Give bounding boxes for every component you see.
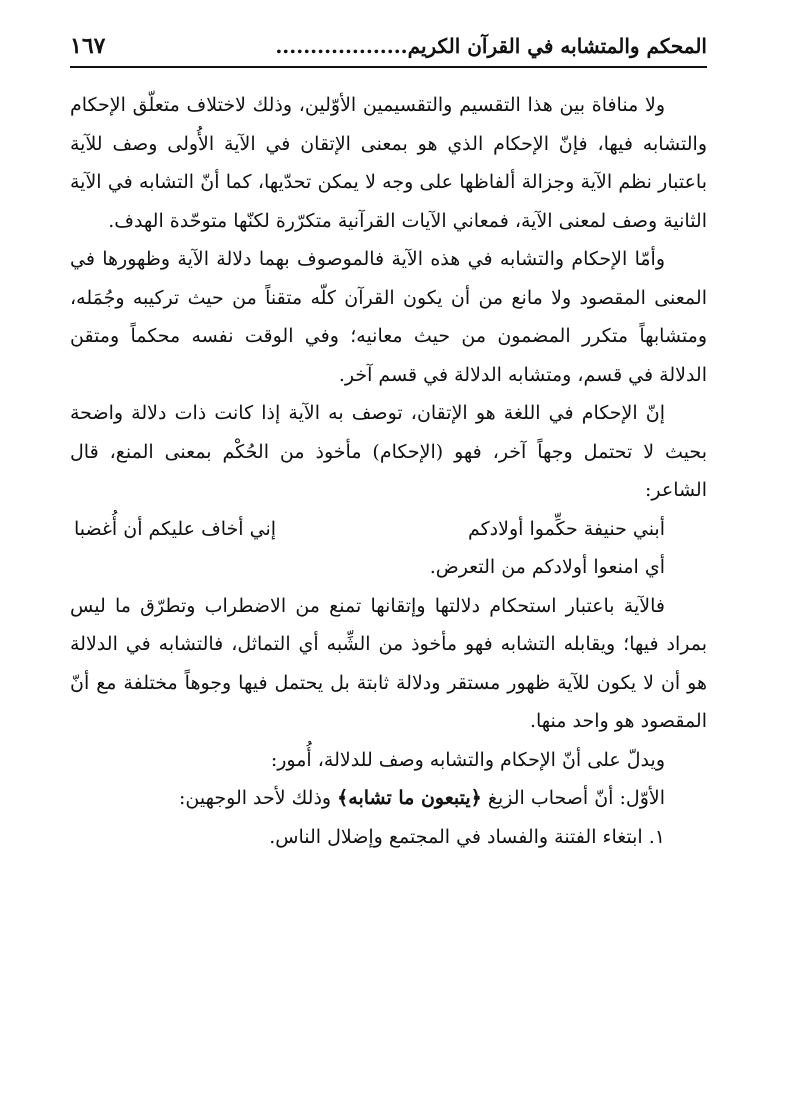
header-title: المحكم والمتشابه في القرآن الكريم................... xyxy=(275,34,707,58)
header-dots: ................... xyxy=(275,34,408,58)
poem-first-hemistich: أبني حنيفة حكِّموا أولادكم xyxy=(467,517,665,540)
quran-quote: ﴿يتبعون ما تشابه﴾ xyxy=(337,787,482,809)
point-one-suffix: وذلك لأحد الوجهين: xyxy=(179,787,332,809)
poem-verse xyxy=(70,510,707,549)
list-item-1: ١. ابتغاء الفتنة والفساد في المجتمع وإضلال الناس. xyxy=(269,825,665,848)
page-number: ١٦٧ xyxy=(70,33,106,59)
poem-second-hemistich: إني أخاف عليكم أن أُغضبا xyxy=(74,517,277,540)
paragraph-5: ويدلّ على أنّ الإحكام والتشابه وصف للدلالة، أُمور: xyxy=(270,748,665,771)
paragraph-4: فالآية باعتبار استحكام دلالتها وإتقانها تمنع من الاضطراب وتطرّق ما ليس بمراد فيها؛ ويقابله التشابه فهو مأخوذ من الشِّبه أي التماثل، فالتشابه في الدلالة هو أن لا يكون للآية ظهور مستقر ودلالة ثابتة بل يحتمل فيها وجوهاً مختلفة مع أنّ المقصود هو واحد منها. xyxy=(70,594,707,732)
point-one xyxy=(70,779,707,818)
page-header xyxy=(70,26,707,68)
page-body xyxy=(70,86,707,856)
paragraph-1: ولا منافاة بين هذا التقسيم والتقسيمين الأوّلين، وذلك لاختلاف متعلّق الإحكام والتشابه فيها، فإنّ الإحكام الذي هو بمعنى الإتقان في الآية الأُولى وصف للآية باعتبار نظم الآية وجزالة ألفاظها على وجه لا يمكن تحدّيها، كما أنّ التشابه في الآية الثانية وصف لمعنى الآية، فمعاني الآيات القرآنية متكرّرة لكنّها متوحّدة الهدف. xyxy=(70,94,707,232)
poem-gloss: أي امنعوا أولادكم من التعرض. xyxy=(429,556,665,578)
paragraph-3: إنّ الإحكام في اللغة هو الإتقان، توصف به الآية إذا كانت ذات دلالة واضحة بحيث لا تحتمل وجهاً آخر، فهو (الإحكام) مأخوذ من الحُكْم بمعنى المنع، قال الشاعر: xyxy=(70,402,707,501)
paragraph-2: وأمّا الإحكام والتشابه في هذه الآية فالموصوف بهما دلالة الآية وظهورها في المعنى المقصود ولا مانع من أن يكون القرآن كلّه متقناً من حيث تركيبه وجُمَله، ومتشابهاً متكرر المضمون من حيث معانيه؛ وفي الوقت نفسه محكماً ومتقن الدلالة في قسم، ومتشابه الدلالة في قسم آخر. xyxy=(70,248,707,386)
point-one-prefix: الأوّل: أنّ أصحاب الزيغ xyxy=(487,787,665,809)
